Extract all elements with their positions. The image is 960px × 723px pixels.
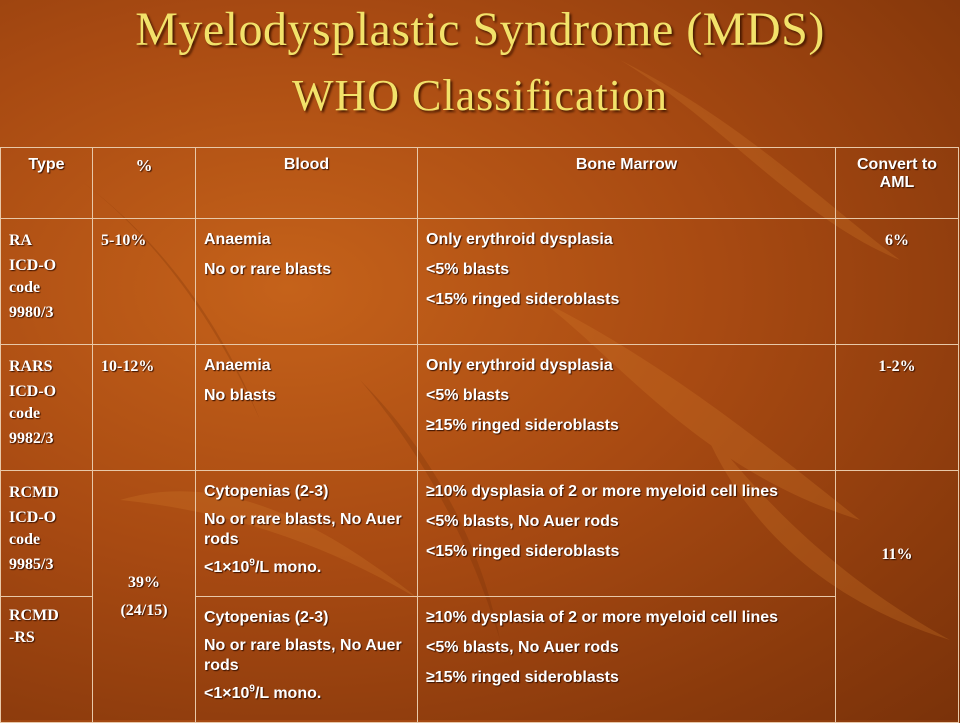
type-line: 9980/3 xyxy=(9,304,54,321)
blood-line: No or rare blasts, No Auer rods xyxy=(204,637,402,674)
marrow-line: <15% ringed sideroblasts xyxy=(426,543,620,560)
percent-ratio: (24/15) xyxy=(120,601,168,619)
slide-title: Myelodysplastic Syndrome (MDS) xyxy=(135,3,825,56)
marrow-line: ≥15% ringed sideroblasts xyxy=(426,669,619,686)
marrow-cell xyxy=(418,597,836,723)
percent-value: 39% xyxy=(128,573,160,591)
header-percent: % xyxy=(93,148,196,219)
blood-cell xyxy=(196,597,418,723)
type-line: 9982/3 xyxy=(9,430,54,447)
type-cell xyxy=(1,345,93,471)
header-bone-marrow: Bone Marrow xyxy=(418,148,836,219)
type-line: RA xyxy=(9,232,33,249)
type-line: ICD-O xyxy=(9,257,57,274)
blood-line: Cytopenias (2-3) xyxy=(204,609,329,626)
type-line: code xyxy=(9,405,41,422)
type-line: RCMD xyxy=(9,484,59,501)
type-cell xyxy=(1,219,93,345)
percent-value: 5-10% xyxy=(101,232,147,249)
slide-title-area xyxy=(0,0,960,140)
aml-cell-merged xyxy=(836,471,959,723)
mono-suffix: /L mono. xyxy=(254,685,322,702)
mono-exponent: 9 xyxy=(249,557,255,569)
aml-value: 6% xyxy=(885,232,909,249)
blood-cell xyxy=(196,345,418,471)
type-line: RARS xyxy=(9,358,53,375)
aml-value: 11% xyxy=(881,546,913,563)
marrow-line: Only erythroid dysplasia xyxy=(426,357,613,374)
marrow-line: ≥15% ringed sideroblasts xyxy=(426,417,619,434)
table-header-row xyxy=(1,148,959,219)
header-blood: Blood xyxy=(196,148,418,219)
blood-line: No or rare blasts xyxy=(204,261,332,278)
marrow-line: <15% ringed sideroblasts xyxy=(426,291,620,308)
marrow-cell xyxy=(418,471,836,597)
percent-cell xyxy=(93,345,196,471)
mono-exponent: 9 xyxy=(249,683,255,695)
percent-value: 10-12% xyxy=(101,358,155,375)
marrow-line: Only erythroid dysplasia xyxy=(426,231,613,248)
marrow-cell xyxy=(418,219,836,345)
type-line: ICD-O xyxy=(9,383,57,400)
type-line: 9985/3 xyxy=(9,556,54,573)
blood-mono-line xyxy=(204,684,409,704)
blood-line: No or rare blasts, No Auer rods xyxy=(204,511,402,548)
slide-subtitle: WHO Classification xyxy=(291,71,669,120)
mono-suffix: /L mono. xyxy=(254,559,322,576)
blood-line: Cytopenias (2-3) xyxy=(204,483,329,500)
mono-prefix: <1×10 xyxy=(204,559,250,576)
mono-prefix: <1×10 xyxy=(204,685,250,702)
aml-cell xyxy=(836,219,959,345)
mds-classification-table xyxy=(0,147,959,723)
type-line: code xyxy=(9,531,41,548)
marrow-line: ≥10% dysplasia of 2 or more myeloid cell lines xyxy=(426,483,779,500)
marrow-line: <5% blasts xyxy=(426,261,510,278)
blood-cell xyxy=(196,219,418,345)
type-cell xyxy=(1,597,93,723)
type-line: RCMD xyxy=(9,607,59,624)
header-type: Type xyxy=(1,148,93,219)
marrow-line: <5% blasts, No Auer rods xyxy=(426,513,619,530)
table-row xyxy=(1,471,959,597)
blood-line: No blasts xyxy=(204,387,277,404)
percent-cell-merged xyxy=(93,471,196,723)
marrow-line: <5% blasts, No Auer rods xyxy=(426,639,619,656)
blood-line: Anaemia xyxy=(204,357,271,374)
percent-cell xyxy=(93,219,196,345)
type-line: ICD-O xyxy=(9,509,57,526)
blood-mono-line xyxy=(204,558,409,578)
type-line: -RS xyxy=(9,629,35,646)
table-row xyxy=(1,219,959,345)
marrow-line: ≥10% dysplasia of 2 or more myeloid cell lines xyxy=(426,609,779,626)
aml-cell xyxy=(836,345,959,471)
type-line: code xyxy=(9,279,41,296)
type-cell xyxy=(1,471,93,597)
aml-value: 1-2% xyxy=(878,358,916,375)
blood-cell xyxy=(196,471,418,597)
marrow-cell xyxy=(418,345,836,471)
blood-line: Anaemia xyxy=(204,231,271,248)
header-convert-aml: Convert to AML xyxy=(836,148,959,219)
table-row xyxy=(1,345,959,471)
marrow-line: <5% blasts xyxy=(426,387,510,404)
